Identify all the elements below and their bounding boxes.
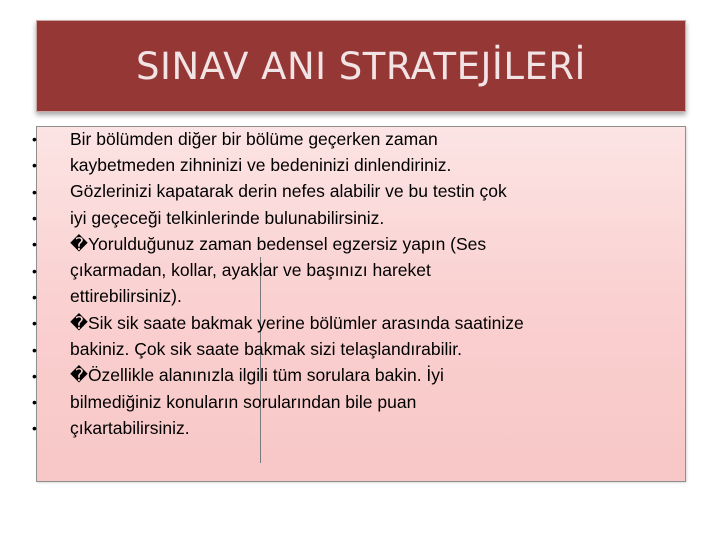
list-item-text: bilmediğiniz konuların sorularından bile puan bbox=[70, 391, 417, 412]
list-item bbox=[28, 363, 524, 389]
bullet-icon: • bbox=[32, 131, 37, 148]
bullet-icon: • bbox=[32, 367, 37, 384]
list-item-text: kaybetmeden zihninizi ve bedeninizi dinlendiriniz. bbox=[70, 154, 452, 175]
list-item-text: �Özellikle alanınızla ilgili tüm sorulara bakin. İyi bbox=[70, 365, 444, 386]
bullet-icon: • bbox=[32, 157, 37, 174]
bullet-icon: • bbox=[32, 210, 37, 227]
list-item-text: çıkarmadan, kollar, ayaklar ve başınızı hareket bbox=[70, 260, 431, 281]
list-item-text: �Yorulduğunuz zaman bedensel egzersiz yapın (Ses bbox=[70, 233, 487, 254]
bullet-icon: • bbox=[32, 288, 37, 305]
bullet-icon: • bbox=[32, 236, 37, 253]
list-item-text: Gözlerinizi kapatarak derin nefes alabilir ve bu testin çok bbox=[70, 181, 507, 202]
list-item bbox=[28, 205, 524, 231]
list-item bbox=[28, 126, 524, 152]
bullet-icon: • bbox=[32, 183, 37, 200]
list-item-text: çıkartabilirsiniz. bbox=[70, 417, 190, 438]
bullet-icon: • bbox=[32, 315, 37, 332]
slide-title: SINAV ANI STRATEJİLERİ bbox=[136, 44, 586, 88]
list-item bbox=[28, 415, 524, 441]
list-item-text: iyi geçeceği telkinlerinde bulunabilirsiniz. bbox=[70, 207, 385, 228]
list-item-text: �Sik sik saate bakmak yerine bölümler arasında saatinize bbox=[70, 312, 524, 333]
list-item bbox=[28, 310, 524, 336]
list-item bbox=[28, 389, 524, 415]
bullet-icon: • bbox=[32, 394, 37, 411]
list-item bbox=[28, 152, 524, 178]
list-item-text: Bir bölümden diğer bir bölüme geçerken zaman bbox=[70, 128, 438, 149]
list-item bbox=[28, 284, 524, 310]
list-item bbox=[28, 336, 524, 362]
list-item bbox=[28, 231, 524, 257]
bullet-icon: • bbox=[32, 420, 37, 437]
bullet-icon: • bbox=[32, 341, 37, 358]
list-item bbox=[28, 257, 524, 283]
bullet-list bbox=[28, 126, 524, 442]
bullet-icon: • bbox=[32, 262, 37, 279]
list-item-text: bakiniz. Çok sik saate bakmak sizi telaşlandırabilir. bbox=[70, 339, 462, 360]
list-item-text: ettirebilirsiniz). bbox=[70, 286, 182, 307]
title-bar bbox=[36, 20, 686, 112]
list-item bbox=[28, 179, 524, 205]
